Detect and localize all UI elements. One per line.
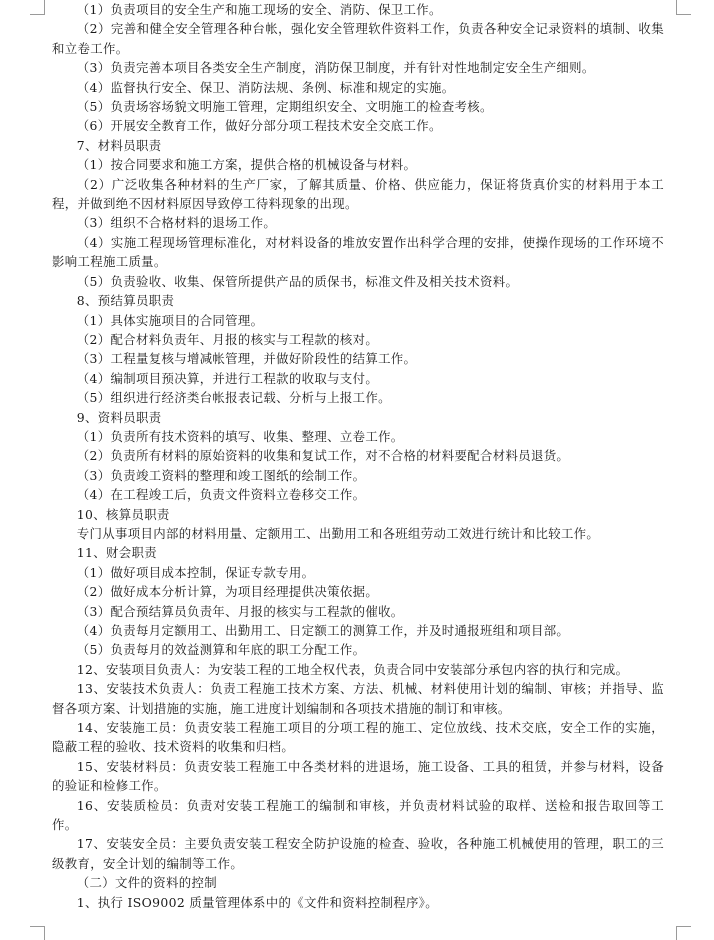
document-body <box>52 0 664 912</box>
paragraph: 专门从事项目内部的材料用量、定额用工、出勤用工和各班组劳动工效进行统计和比较工作。 <box>76 525 600 541</box>
crop-mark-top-left <box>30 0 45 15</box>
paragraph: （2）做好成本分析计算，为项目经理提供决策依据。 <box>76 584 379 600</box>
section-heading: 8、预结算员职责 <box>76 293 175 309</box>
paragraph: （1）按合同要求和施工方案，提供合格的机械设备与材料。 <box>76 157 417 173</box>
paragraph: （5）负责场容场貌文明施工管理，定期组织安全、文明施工的检查考核。 <box>76 99 493 115</box>
crop-mark-bottom-left <box>30 926 45 940</box>
paragraph: （4）编制项目预决算，并进行工程款的收取与支付。 <box>76 370 379 386</box>
paragraph: （3）负责完善本项目各类安全生产制度，消防保卫制度，并有针对性地制定安全生产细则。 <box>76 60 595 76</box>
paragraph: （3）组织不合格材料的退场工作。 <box>76 215 277 231</box>
paragraph: （5）负责每月的效益测算和年底的职工分配工作。 <box>76 642 366 658</box>
paragraph: （6）开展安全教育工作，做好分部分项工程技术安全交底工作。 <box>76 118 442 134</box>
paragraph: 15、安装材料员：负责安装工程施工中各类材料的进退场，施工设备、工具的租赁，并参与材料，设备的验证和检修工作。 <box>52 758 664 794</box>
section-heading: 11、财会职责 <box>76 545 157 561</box>
paragraph: 17、安装安全员：主要负责安装工程安全防护设施的检查、验收，各种施工机械使用的管理，职工的三级教育，安全计划的编制等工作。 <box>52 836 664 871</box>
paragraph: 1、执行 ISO9002 质量管理体系中的《文件和资料控制程序》。 <box>76 894 438 910</box>
paragraph: （3）配合预结算员负责年、月报的核实与工程款的催收。 <box>76 603 404 619</box>
paragraph: （4）在工程竣工后，负责文件资料立卷移交工作。 <box>76 487 366 503</box>
paragraph: （5）组织进行经济类台帐报表记载、分析与上报工作。 <box>76 390 391 406</box>
paragraph: （3）工程量复核与增减帐管理，并做好阶段性的结算工作。 <box>76 351 417 367</box>
paragraph: （2）配合材料负责年、月报的核实与工程款的核对。 <box>76 331 379 347</box>
paragraph: （1）负责项目的安全生产和施工现场的安全、消防、保卫工作。 <box>76 2 442 17</box>
paragraph: 16、安装质检员：负责对安装工程施工的编制和审核，并负责材料试验的取样、送检和报告取回等工作。 <box>52 797 664 833</box>
crop-mark-top-right <box>676 0 691 15</box>
paragraph: （3）负责竣工资料的整理和竣工图纸的绘制工作。 <box>76 467 366 483</box>
section-heading: 10、核算员职责 <box>76 506 170 522</box>
paragraph: （4）实施工程现场管理标准化，对材料设备的堆放安置作出科学合理的安排，使操作现场的工作环境不影响工程施工质量。 <box>52 234 664 270</box>
paragraph: （1）做好项目成本控制，保证专款专用。 <box>76 564 315 580</box>
paragraph: （4）监督执行安全、保卫、消防法规、条例、标准和规定的实施。 <box>76 79 455 95</box>
paragraph: （2）负责所有材料的原始资料的收集和复试工作，对不合格的材料要配合材料员退货。 <box>76 448 570 464</box>
paragraph: （2）完善和健全安全管理各种台帐，强化安全管理软件资料工作，负责各种安全记录资料的填制、收集和立卷工作。 <box>52 21 664 56</box>
section-heading: （二）文件的资料的控制 <box>76 875 217 891</box>
paragraph: （4）负责每月定额用工、出勤用工、日定额工的测算工作，并及时通报班组和项目部。 <box>76 623 570 638</box>
crop-mark-bottom-right <box>676 926 691 940</box>
paragraph: （1）负责所有技术资料的填写、收集、整理、立卷工作。 <box>76 428 404 444</box>
paragraph: （5）负责验收、收集、保管所提供产品的质保书，标准文件及相关技术资料。 <box>76 273 519 289</box>
section-heading: 7、材料员职责 <box>76 137 162 153</box>
paragraph: （1）具体实施项目的合同管理。 <box>76 312 264 328</box>
paragraph: 14、安装施工员：负责安装工程施工项目的分项工程的施工、定位放线、技术交底，安全工作的实施，隐蔽工程的验收、技术资料的收集和归档。 <box>52 720 664 755</box>
paragraph: （2）广泛收集各种材料的生产厂家，了解其质量、价格、供应能力，保证将货真价实的材料用于本工程，并做到绝不因材料原因导致停工待料现象的出现。 <box>52 176 664 212</box>
paragraph: 12、安装项目负责人：为安装工程的工地全权代表，负责合同中安装部分承包内容的执行和完成。 <box>76 661 629 677</box>
section-heading: 9、资料员职责 <box>76 409 162 425</box>
paragraph: 13、安装技术负责人：负责工程施工技术方案、方法、机械、材料使用计划的编制、审核；并指导、监督各项方案、计划措施的实施，施工进度计划编制和各项技术措施的制订和审核。 <box>52 681 664 716</box>
